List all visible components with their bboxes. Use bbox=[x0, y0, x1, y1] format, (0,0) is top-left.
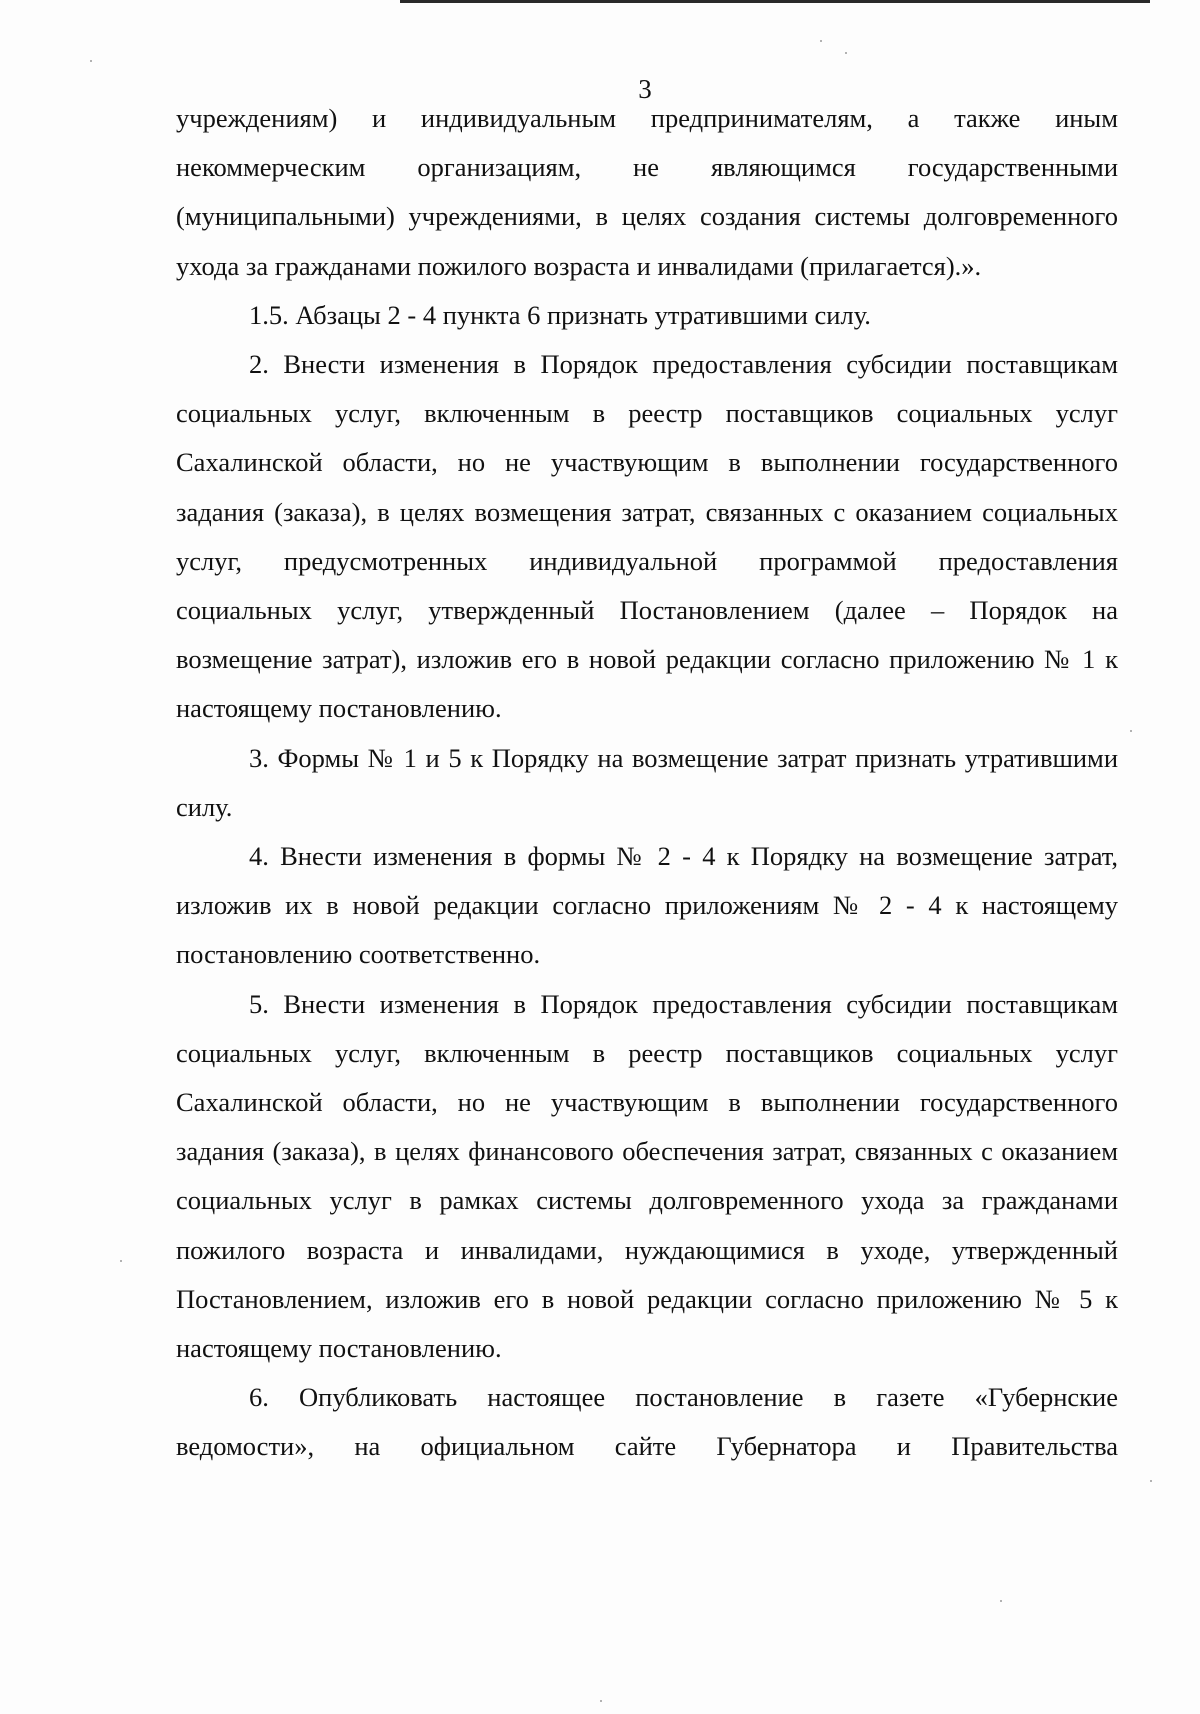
scan-speck bbox=[845, 52, 847, 54]
paragraph-6: 6. Опубликовать настоящее постановление в газете «Губернские ведомости», на официальном сайте Губернатора и Правительства bbox=[176, 1382, 1118, 1462]
paragraph-1-5: 1.5. Абзацы 2 - 4 пункта 6 признать утратившими силу. bbox=[249, 299, 871, 330]
page-number: 3 bbox=[638, 74, 652, 104]
paragraph-5: 5. Внести изменения в Порядок предоставления субсидии поставщикам социальных услуг, включенным в реестр поставщиков социальных услуг Сахалинской области, но не участвующим в выполнении государственного задания (заказа), в целях финансового обеспечения затрат, связанных с оказанием социальных услуг в рамках системы долговременного ухода за гражданами пожилого возраста и инвалидами, нуждающимися в уходе, утвержденный Постановлением, изложив его в новой редакции согласно приложению № 5 к настоящему постановлению. bbox=[176, 988, 1118, 1364]
document-body bbox=[176, 94, 1118, 1472]
top-scan-rule bbox=[400, 0, 1150, 3]
scan-speck bbox=[120, 1260, 122, 1262]
paragraph-3: 3. Формы № 1 и 5 к Порядку на возмещение затрат признать утратившими силу. bbox=[176, 742, 1118, 822]
scan-speck bbox=[600, 1700, 602, 1702]
scan-speck bbox=[1150, 1480, 1152, 1482]
scan-speck bbox=[820, 40, 822, 42]
scan-speck bbox=[1000, 1600, 1002, 1602]
scan-speck bbox=[1130, 730, 1132, 732]
paragraph-continuation: учреждениям) и индивидуальным предпринимателям, а также иным некоммерческим организациям, не являющимся государственными (муниципальными) учреждениями, в целях создания системы долговременного ухода за гражданами пожилого возраста и инвалидами (прилагается).». bbox=[176, 103, 1118, 281]
paragraph-4: 4. Внести изменения в формы № 2 - 4 к Порядку на возмещение затрат, изложив их в новой редакции согласно приложениям № 2 - 4 к настоящему постановлению соответственно. bbox=[176, 841, 1118, 970]
paragraph-2: 2. Внести изменения в Порядок предоставления субсидии поставщикам социальных услуг, включенным в реестр поставщиков социальных услуг Сахалинской области, но не участвующим в выполнении государственного задания (заказа), в целях возмещения затрат, связанных с оказанием социальных услуг, предусмотренных индивидуальной программой предоставления социальных услуг, утвержденный Постановлением (далее – Порядок на возмещение затрат), изложив его в новой редакции согласно приложению № 1 к настоящему постановлению. bbox=[176, 349, 1118, 724]
scan-speck bbox=[90, 60, 92, 62]
